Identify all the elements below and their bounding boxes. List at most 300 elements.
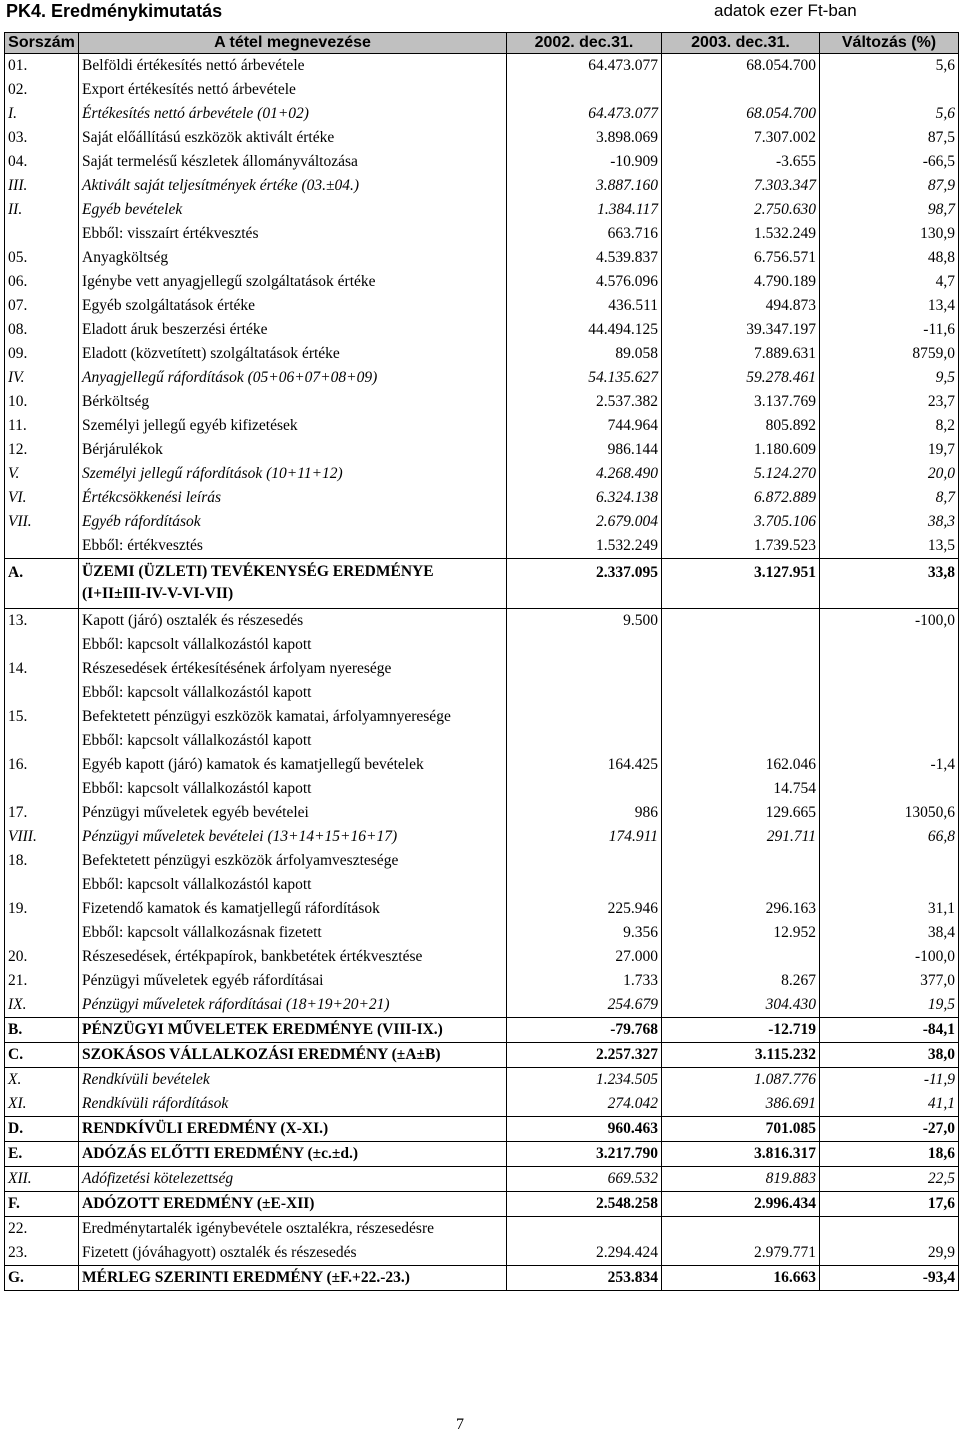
row-name: Belföldi értékesítés nettó árbevétele bbox=[79, 54, 507, 79]
change-percent bbox=[820, 705, 959, 729]
row-code: II. bbox=[5, 198, 79, 222]
value-2003: 386.691 bbox=[662, 1092, 820, 1117]
value-2003: 2.996.434 bbox=[662, 1192, 820, 1217]
table-row bbox=[5, 78, 959, 102]
value-2002: 1.733 bbox=[507, 969, 662, 993]
table-row bbox=[5, 1217, 959, 1242]
row-code: G. bbox=[5, 1266, 79, 1291]
value-2003: 3.816.317 bbox=[662, 1142, 820, 1167]
row-name: Pénzügyi műveletek egyéb ráfordításai bbox=[79, 969, 507, 993]
table-row bbox=[5, 559, 959, 609]
value-2002: 3.887.160 bbox=[507, 174, 662, 198]
row-name: Rendkívüli ráfordítások bbox=[79, 1092, 507, 1117]
page-title: PK4. Eredménykimutatás bbox=[6, 1, 223, 21]
value-2003 bbox=[662, 849, 820, 873]
row-code: D. bbox=[5, 1117, 79, 1142]
change-percent: 13,5 bbox=[820, 534, 959, 559]
change-percent: 41,1 bbox=[820, 1092, 959, 1117]
value-2002: -79.768 bbox=[507, 1018, 662, 1043]
unit-note: adatok ezer Ft-ban bbox=[714, 1, 857, 20]
change-percent: 8,7 bbox=[820, 486, 959, 510]
row-code: VI. bbox=[5, 486, 79, 510]
value-2003: 8.267 bbox=[662, 969, 820, 993]
row-code: 08. bbox=[5, 318, 79, 342]
value-2003: 14.754 bbox=[662, 777, 820, 801]
row-name bbox=[79, 559, 507, 609]
value-2003: 2.750.630 bbox=[662, 198, 820, 222]
row-name: Értékesítés nettó árbevétele (01+02) bbox=[79, 102, 507, 126]
table-row bbox=[5, 1241, 959, 1266]
row-name: Személyi jellegű ráfordítások (10+11+12) bbox=[79, 462, 507, 486]
value-2003: 16.663 bbox=[662, 1266, 820, 1291]
row-name-line: (I+II±III-IV-V-VI-VII) bbox=[82, 585, 234, 602]
row-name: Fizetett (jóváhagyott) osztalék és részesedés bbox=[79, 1241, 507, 1266]
row-code: B. bbox=[5, 1018, 79, 1043]
row-code: IX. bbox=[5, 993, 79, 1018]
table-row bbox=[5, 222, 959, 246]
value-2002: 89.058 bbox=[507, 342, 662, 366]
value-2003 bbox=[662, 78, 820, 102]
value-2002: 4.539.837 bbox=[507, 246, 662, 270]
change-percent: 8,2 bbox=[820, 414, 959, 438]
table-row bbox=[5, 462, 959, 486]
value-2003: 5.124.270 bbox=[662, 462, 820, 486]
change-percent bbox=[820, 849, 959, 873]
row-code: 04. bbox=[5, 150, 79, 174]
row-name: Ebből: kapcsolt vállalkozástól kapott bbox=[79, 633, 507, 657]
table-row bbox=[5, 510, 959, 534]
change-percent: 20,0 bbox=[820, 462, 959, 486]
value-2002: 2.679.004 bbox=[507, 510, 662, 534]
value-2003: 1.180.609 bbox=[662, 438, 820, 462]
row-code: 19. bbox=[5, 897, 79, 921]
row-name-line: ÜZEMI (ÜZLETI) TEVÉKENYSÉG EREDMÉNYE bbox=[82, 563, 434, 580]
value-2003: 4.790.189 bbox=[662, 270, 820, 294]
row-name: Ebből: kapcsolt vállalkozásnak fizetett bbox=[79, 921, 507, 945]
value-2003: 68.054.700 bbox=[662, 54, 820, 79]
change-percent: 9,5 bbox=[820, 366, 959, 390]
row-name: Pénzügyi műveletek bevételei (13+14+15+16+17) bbox=[79, 825, 507, 849]
change-percent: 4,7 bbox=[820, 270, 959, 294]
table-row bbox=[5, 150, 959, 174]
row-name: Rendkívüli bevételek bbox=[79, 1068, 507, 1093]
row-name: Fizetendő kamatok és kamatjellegű ráfordítások bbox=[79, 897, 507, 921]
column-header-2002: 2002. dec.31. bbox=[507, 33, 662, 54]
change-percent bbox=[820, 657, 959, 681]
row-code: 01. bbox=[5, 54, 79, 79]
change-percent: 66,8 bbox=[820, 825, 959, 849]
change-percent bbox=[820, 873, 959, 897]
change-percent: 13050,6 bbox=[820, 801, 959, 825]
change-percent: -93,4 bbox=[820, 1266, 959, 1291]
table-row bbox=[5, 681, 959, 705]
value-2003: 296.163 bbox=[662, 897, 820, 921]
table-row bbox=[5, 54, 959, 79]
value-2002: 225.946 bbox=[507, 897, 662, 921]
row-code: 05. bbox=[5, 246, 79, 270]
value-2002: 9.356 bbox=[507, 921, 662, 945]
value-2003: 3.115.232 bbox=[662, 1043, 820, 1068]
row-name: Export értékesítés nettó árbevétele bbox=[79, 78, 507, 102]
change-percent: -66,5 bbox=[820, 150, 959, 174]
column-header-code: Sorszám bbox=[5, 33, 79, 54]
row-code: F. bbox=[5, 1192, 79, 1217]
value-2002: 2.337.095 bbox=[507, 559, 662, 609]
table-row bbox=[5, 198, 959, 222]
row-code bbox=[5, 873, 79, 897]
change-percent: 38,4 bbox=[820, 921, 959, 945]
value-2002: 174.911 bbox=[507, 825, 662, 849]
row-code: 13. bbox=[5, 609, 79, 634]
row-code: V. bbox=[5, 462, 79, 486]
table-row bbox=[5, 825, 959, 849]
row-code: 11. bbox=[5, 414, 79, 438]
value-2003 bbox=[662, 1217, 820, 1242]
row-code: VIII. bbox=[5, 825, 79, 849]
row-name: Pénzügyi műveletek ráfordításai (18+19+20+21) bbox=[79, 993, 507, 1018]
value-2002: 254.679 bbox=[507, 993, 662, 1018]
value-2002: 64.473.077 bbox=[507, 54, 662, 79]
table-row bbox=[5, 609, 959, 634]
row-code bbox=[5, 777, 79, 801]
change-percent: -11,9 bbox=[820, 1068, 959, 1093]
value-2002 bbox=[507, 78, 662, 102]
change-percent: 87,5 bbox=[820, 126, 959, 150]
value-2003: 7.303.347 bbox=[662, 174, 820, 198]
row-name: Egyéb szolgáltatások értéke bbox=[79, 294, 507, 318]
table-row bbox=[5, 366, 959, 390]
value-2003 bbox=[662, 945, 820, 969]
row-name: Személyi jellegű egyéb kifizetések bbox=[79, 414, 507, 438]
value-2003: -12.719 bbox=[662, 1018, 820, 1043]
row-name: PÉNZÜGYI MŰVELETEK EREDMÉNYE (VIII-IX.) bbox=[79, 1018, 507, 1043]
table-row bbox=[5, 1092, 959, 1117]
value-2003 bbox=[662, 705, 820, 729]
table-row bbox=[5, 1142, 959, 1167]
table-row bbox=[5, 102, 959, 126]
row-code: 20. bbox=[5, 945, 79, 969]
row-name: Egyéb kapott (járó) kamatok és kamatjellegű bevételek bbox=[79, 753, 507, 777]
row-code bbox=[5, 222, 79, 246]
value-2003: 129.665 bbox=[662, 801, 820, 825]
table-row bbox=[5, 921, 959, 945]
change-percent: 8759,0 bbox=[820, 342, 959, 366]
value-2002: 2.294.424 bbox=[507, 1241, 662, 1266]
table-row bbox=[5, 993, 959, 1018]
row-name: Részesedések értékesítésének árfolyam nyeresége bbox=[79, 657, 507, 681]
row-name: Bérköltség bbox=[79, 390, 507, 414]
table-row bbox=[5, 1043, 959, 1068]
table-row bbox=[5, 849, 959, 873]
change-percent: 33,8 bbox=[820, 559, 959, 609]
change-percent: 130,9 bbox=[820, 222, 959, 246]
value-2002: 1.234.505 bbox=[507, 1068, 662, 1093]
row-name: MÉRLEG SZERINTI EREDMÉNY (±F.+22.-23.) bbox=[79, 1266, 507, 1291]
value-2002: 436.511 bbox=[507, 294, 662, 318]
table-row bbox=[5, 1192, 959, 1217]
value-2002: 64.473.077 bbox=[507, 102, 662, 126]
value-2003 bbox=[662, 873, 820, 897]
row-code: IV. bbox=[5, 366, 79, 390]
row-name: Kapott (járó) osztalék és részesedés bbox=[79, 609, 507, 634]
value-2002: 663.716 bbox=[507, 222, 662, 246]
change-percent bbox=[820, 78, 959, 102]
value-2002 bbox=[507, 633, 662, 657]
table-row bbox=[5, 705, 959, 729]
value-2002: 9.500 bbox=[507, 609, 662, 634]
change-percent: -27,0 bbox=[820, 1117, 959, 1142]
change-percent: 29,9 bbox=[820, 1241, 959, 1266]
row-name: Adófizetési kötelezettség bbox=[79, 1167, 507, 1192]
row-code: 02. bbox=[5, 78, 79, 102]
change-percent: 377,0 bbox=[820, 969, 959, 993]
value-2002: 986 bbox=[507, 801, 662, 825]
change-percent: 38,3 bbox=[820, 510, 959, 534]
change-percent: 18,6 bbox=[820, 1142, 959, 1167]
change-percent: -84,1 bbox=[820, 1018, 959, 1043]
table-row bbox=[5, 246, 959, 270]
change-percent: 98,7 bbox=[820, 198, 959, 222]
value-2003: 3.705.106 bbox=[662, 510, 820, 534]
value-2002 bbox=[507, 1217, 662, 1242]
change-percent bbox=[820, 777, 959, 801]
table-row bbox=[5, 126, 959, 150]
table-row bbox=[5, 969, 959, 993]
row-name: Ebből: kapcsolt vállalkozástól kapott bbox=[79, 729, 507, 753]
row-name: Ebből: kapcsolt vállalkozástól kapott bbox=[79, 777, 507, 801]
change-percent: 19,7 bbox=[820, 438, 959, 462]
value-2003: 6.756.571 bbox=[662, 246, 820, 270]
value-2002 bbox=[507, 849, 662, 873]
value-2003 bbox=[662, 609, 820, 634]
value-2003: 68.054.700 bbox=[662, 102, 820, 126]
row-name: Aktivált saját teljesítmények értéke (03.±04.) bbox=[79, 174, 507, 198]
change-percent: -1,4 bbox=[820, 753, 959, 777]
column-header-change: Változás (%) bbox=[820, 33, 959, 54]
row-code: E. bbox=[5, 1142, 79, 1167]
row-name: ADÓZOTT EREDMÉNY (±E-XII) bbox=[79, 1192, 507, 1217]
value-2002: 744.964 bbox=[507, 414, 662, 438]
row-code: 12. bbox=[5, 438, 79, 462]
change-percent bbox=[820, 633, 959, 657]
row-code: 10. bbox=[5, 390, 79, 414]
row-name: Eladott (közvetített) szolgáltatások értéke bbox=[79, 342, 507, 366]
value-2003: 39.347.197 bbox=[662, 318, 820, 342]
value-2002: 274.042 bbox=[507, 1092, 662, 1117]
value-2003: -3.655 bbox=[662, 150, 820, 174]
table-row bbox=[5, 1018, 959, 1043]
table-row bbox=[5, 1117, 959, 1142]
value-2003 bbox=[662, 729, 820, 753]
row-code bbox=[5, 681, 79, 705]
table-row bbox=[5, 174, 959, 198]
value-2003: 162.046 bbox=[662, 753, 820, 777]
table-row bbox=[5, 486, 959, 510]
table-row bbox=[5, 801, 959, 825]
table-row bbox=[5, 753, 959, 777]
table-header-row bbox=[5, 33, 959, 54]
row-name: Ebből: értékvesztés bbox=[79, 534, 507, 559]
value-2002: 27.000 bbox=[507, 945, 662, 969]
row-code: III. bbox=[5, 174, 79, 198]
change-percent: -100,0 bbox=[820, 945, 959, 969]
change-percent bbox=[820, 1217, 959, 1242]
value-2003 bbox=[662, 633, 820, 657]
row-name: SZOKÁSOS VÁLLALKOZÁSI EREDMÉNY (±A±B) bbox=[79, 1043, 507, 1068]
table-row bbox=[5, 897, 959, 921]
value-2002: 253.834 bbox=[507, 1266, 662, 1291]
table-row bbox=[5, 534, 959, 559]
row-code: 17. bbox=[5, 801, 79, 825]
value-2003 bbox=[662, 657, 820, 681]
row-code bbox=[5, 729, 79, 753]
table-row bbox=[5, 342, 959, 366]
value-2003: 6.872.889 bbox=[662, 486, 820, 510]
value-2002: 960.463 bbox=[507, 1117, 662, 1142]
row-code: 14. bbox=[5, 657, 79, 681]
row-name: Eladott áruk beszerzési értéke bbox=[79, 318, 507, 342]
value-2003: 7.307.002 bbox=[662, 126, 820, 150]
row-name: Befektetett pénzügyi eszközök árfolyamvesztesége bbox=[79, 849, 507, 873]
row-code: 09. bbox=[5, 342, 79, 366]
row-name: ADÓZÁS ELŐTTI EREDMÉNY (±c.±d.) bbox=[79, 1142, 507, 1167]
row-code bbox=[5, 534, 79, 559]
value-2002: 2.257.327 bbox=[507, 1043, 662, 1068]
row-name: Anyagköltség bbox=[79, 246, 507, 270]
table-row bbox=[5, 657, 959, 681]
row-name: Értékcsökkenési leírás bbox=[79, 486, 507, 510]
row-code: 21. bbox=[5, 969, 79, 993]
row-code: XI. bbox=[5, 1092, 79, 1117]
value-2003: 701.085 bbox=[662, 1117, 820, 1142]
row-name: Igénybe vett anyagjellegű szolgáltatások értéke bbox=[79, 270, 507, 294]
value-2002: 164.425 bbox=[507, 753, 662, 777]
table-row bbox=[5, 873, 959, 897]
row-code: 18. bbox=[5, 849, 79, 873]
value-2003: 805.892 bbox=[662, 414, 820, 438]
page-number: 7 bbox=[456, 1416, 464, 1433]
value-2002: 54.135.627 bbox=[507, 366, 662, 390]
row-name: Saját előállítású eszközök aktivált értéke bbox=[79, 126, 507, 150]
row-code: X. bbox=[5, 1068, 79, 1093]
value-2003: 1.739.523 bbox=[662, 534, 820, 559]
table-row bbox=[5, 729, 959, 753]
row-name: Ebből: kapcsolt vállalkozástól kapott bbox=[79, 681, 507, 705]
table-row bbox=[5, 777, 959, 801]
value-2002: 4.576.096 bbox=[507, 270, 662, 294]
change-percent: 23,7 bbox=[820, 390, 959, 414]
row-name: Ebből: visszaírt értékvesztés bbox=[79, 222, 507, 246]
table-row bbox=[5, 270, 959, 294]
value-2002: 669.532 bbox=[507, 1167, 662, 1192]
table-row bbox=[5, 414, 959, 438]
value-2002: 1.384.117 bbox=[507, 198, 662, 222]
row-name: Eredménytartalék igénybevétele osztalékra, részesedésre bbox=[79, 1217, 507, 1242]
row-code bbox=[5, 921, 79, 945]
row-code: 22. bbox=[5, 1217, 79, 1242]
row-name: Befektetett pénzügyi eszközök kamatai, árfolyamnyeresége bbox=[79, 705, 507, 729]
row-code: 15. bbox=[5, 705, 79, 729]
table-row bbox=[5, 633, 959, 657]
value-2002: 3.217.790 bbox=[507, 1142, 662, 1167]
column-header-name: A tétel megnevezése bbox=[79, 33, 507, 54]
row-code: VII. bbox=[5, 510, 79, 534]
value-2002 bbox=[507, 705, 662, 729]
change-percent bbox=[820, 729, 959, 753]
value-2002: 44.494.125 bbox=[507, 318, 662, 342]
row-code: I. bbox=[5, 102, 79, 126]
change-percent: 48,8 bbox=[820, 246, 959, 270]
change-percent: 17,6 bbox=[820, 1192, 959, 1217]
change-percent: 5,6 bbox=[820, 54, 959, 79]
row-name: Ebből: kapcsolt vállalkozástól kapott bbox=[79, 873, 507, 897]
value-2003: 12.952 bbox=[662, 921, 820, 945]
value-2002 bbox=[507, 873, 662, 897]
change-percent bbox=[820, 681, 959, 705]
value-2002: 2.548.258 bbox=[507, 1192, 662, 1217]
column-header-2003: 2003. dec.31. bbox=[662, 33, 820, 54]
row-name: Saját termelésű készletek állományváltozása bbox=[79, 150, 507, 174]
change-percent: 38,0 bbox=[820, 1043, 959, 1068]
value-2002 bbox=[507, 729, 662, 753]
value-2002 bbox=[507, 777, 662, 801]
value-2002 bbox=[507, 681, 662, 705]
change-percent: 19,5 bbox=[820, 993, 959, 1018]
value-2003: 304.430 bbox=[662, 993, 820, 1018]
row-code: 23. bbox=[5, 1241, 79, 1266]
table-row bbox=[5, 1068, 959, 1093]
change-percent: 5,6 bbox=[820, 102, 959, 126]
change-percent: 22,5 bbox=[820, 1167, 959, 1192]
income-statement-table bbox=[4, 32, 959, 1291]
value-2003: 494.873 bbox=[662, 294, 820, 318]
row-name: Bérjárulékok bbox=[79, 438, 507, 462]
row-name: Részesedések, értékpapírok, bankbetétek értékvesztése bbox=[79, 945, 507, 969]
value-2003: 7.889.631 bbox=[662, 342, 820, 366]
row-code: 03. bbox=[5, 126, 79, 150]
row-name: Anyagjellegű ráfordítások (05+06+07+08+09) bbox=[79, 366, 507, 390]
value-2002: 986.144 bbox=[507, 438, 662, 462]
row-name: Egyéb ráfordítások bbox=[79, 510, 507, 534]
row-code: XII. bbox=[5, 1167, 79, 1192]
value-2003: 1.532.249 bbox=[662, 222, 820, 246]
change-percent: 87,9 bbox=[820, 174, 959, 198]
value-2002 bbox=[507, 657, 662, 681]
change-percent: 13,4 bbox=[820, 294, 959, 318]
row-code bbox=[5, 633, 79, 657]
value-2003: 3.127.951 bbox=[662, 559, 820, 609]
table-row bbox=[5, 1167, 959, 1192]
value-2002: 1.532.249 bbox=[507, 534, 662, 559]
value-2002: 2.537.382 bbox=[507, 390, 662, 414]
change-percent: 31,1 bbox=[820, 897, 959, 921]
value-2003: 59.278.461 bbox=[662, 366, 820, 390]
value-2002: 3.898.069 bbox=[507, 126, 662, 150]
value-2003: 291.711 bbox=[662, 825, 820, 849]
row-code: 16. bbox=[5, 753, 79, 777]
value-2003: 1.087.776 bbox=[662, 1068, 820, 1093]
value-2003: 2.979.771 bbox=[662, 1241, 820, 1266]
row-name: Pénzügyi műveletek egyéb bevételei bbox=[79, 801, 507, 825]
table-row bbox=[5, 1266, 959, 1291]
value-2002: -10.909 bbox=[507, 150, 662, 174]
table-row bbox=[5, 438, 959, 462]
value-2003 bbox=[662, 681, 820, 705]
table-row bbox=[5, 318, 959, 342]
row-code: A. bbox=[5, 559, 79, 609]
row-code: 07. bbox=[5, 294, 79, 318]
change-percent: -100,0 bbox=[820, 609, 959, 634]
